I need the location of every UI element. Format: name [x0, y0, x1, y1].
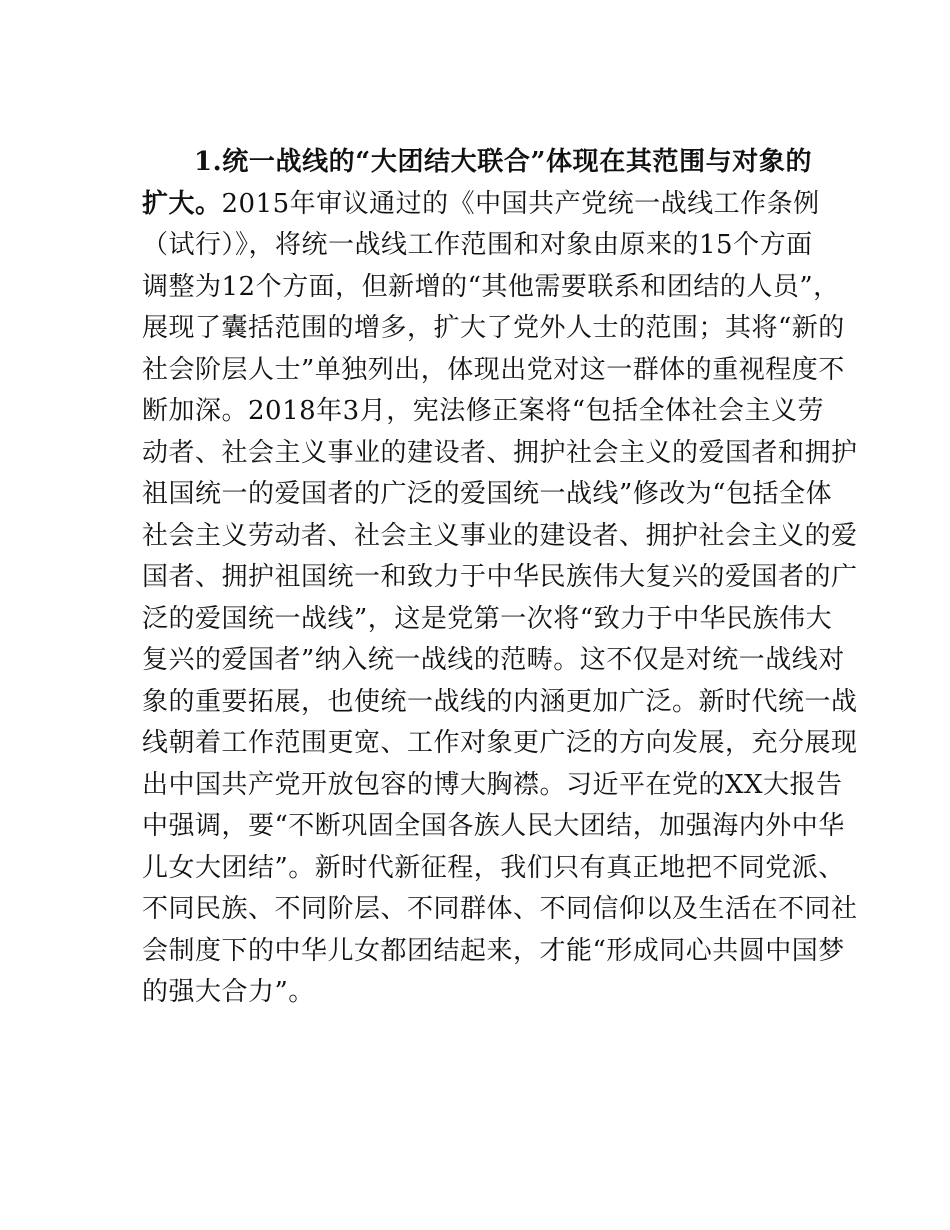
paragraph-line: 断加深。2018年3月，宪法修正案将“包括全体社会主义劳	[142, 396, 825, 426]
paragraph-line: 社会主义劳动者、社会主义事业的建设者、拥护社会主义的爱	[142, 520, 858, 551]
section-heading-part-2: 扩大。	[142, 188, 222, 219]
body-text: 2015年审议通过的《中国共产党统一战线工作条例	[221, 188, 820, 219]
paragraph-line	[142, 184, 820, 226]
paragraph-line: 中强调，要“不断巩固全国各族人民大团结，加强海内外中华	[142, 811, 845, 841]
paragraph-line: 复兴的爱国者”纳入统一战线的范畴。这不仅是对统一战线对	[142, 645, 845, 675]
paragraph-line: 调整为12个方面，但新增的“其他需要联系和团结的人员”，	[142, 271, 840, 302]
paragraph-line: 儿女大团结”。新时代新征程，我们只有真正地把不同党派、	[142, 852, 845, 883]
paragraph-line	[142, 142, 812, 184]
paragraph	[142, 142, 858, 1014]
paragraph-line: 线朝着工作范围更宽、工作对象更广泛的方向发展，充分展现	[142, 728, 858, 758]
paragraph-line: 祖国统一的爱国者的广泛的爱国统一战线”修改为“包括全体	[142, 479, 833, 509]
paragraph-line: （试行）》，将统一战线工作范围和对象由原来的15个方面	[142, 230, 813, 260]
paragraph-line: 展现了囊括范围的增多，扩大了党外人士的范围；其将“新的	[142, 313, 845, 343]
paragraph-line: 出中国共产党开放包容的博大胸襟。习近平在党的XX大报告	[142, 769, 843, 800]
paragraph-line: 社会阶层人士”单独列出，体现出党对这一群体的重视程度不	[142, 354, 845, 385]
paragraph-line: 象的重要拓展，也使统一战线的内涵更加广泛。新时代统一战	[142, 686, 858, 717]
paragraph-line: 国者、拥护祖国统一和致力于中华民族伟大复兴的爱国者的广	[142, 562, 858, 592]
paragraph-line: 泛的爱国统一战线”，这是党第一次将“致力于中华民族伟大	[142, 603, 833, 634]
paragraph-line: 会制度下的中华儿女都团结起来，才能“形成同心共圆中国梦	[142, 935, 845, 966]
section-heading-part-1: 1.统一战线的“大团结大联合”体现在其范围与对象的	[194, 147, 812, 177]
paragraph-line: 不同民族、不同阶层、不同群体、不同信仰以及生活在不同社	[142, 894, 858, 924]
paragraph-line: 动者、社会主义事业的建设者、拥护社会主义的爱国者和拥护	[142, 437, 858, 468]
paragraph-line: 的强大合力”。	[142, 977, 315, 1007]
